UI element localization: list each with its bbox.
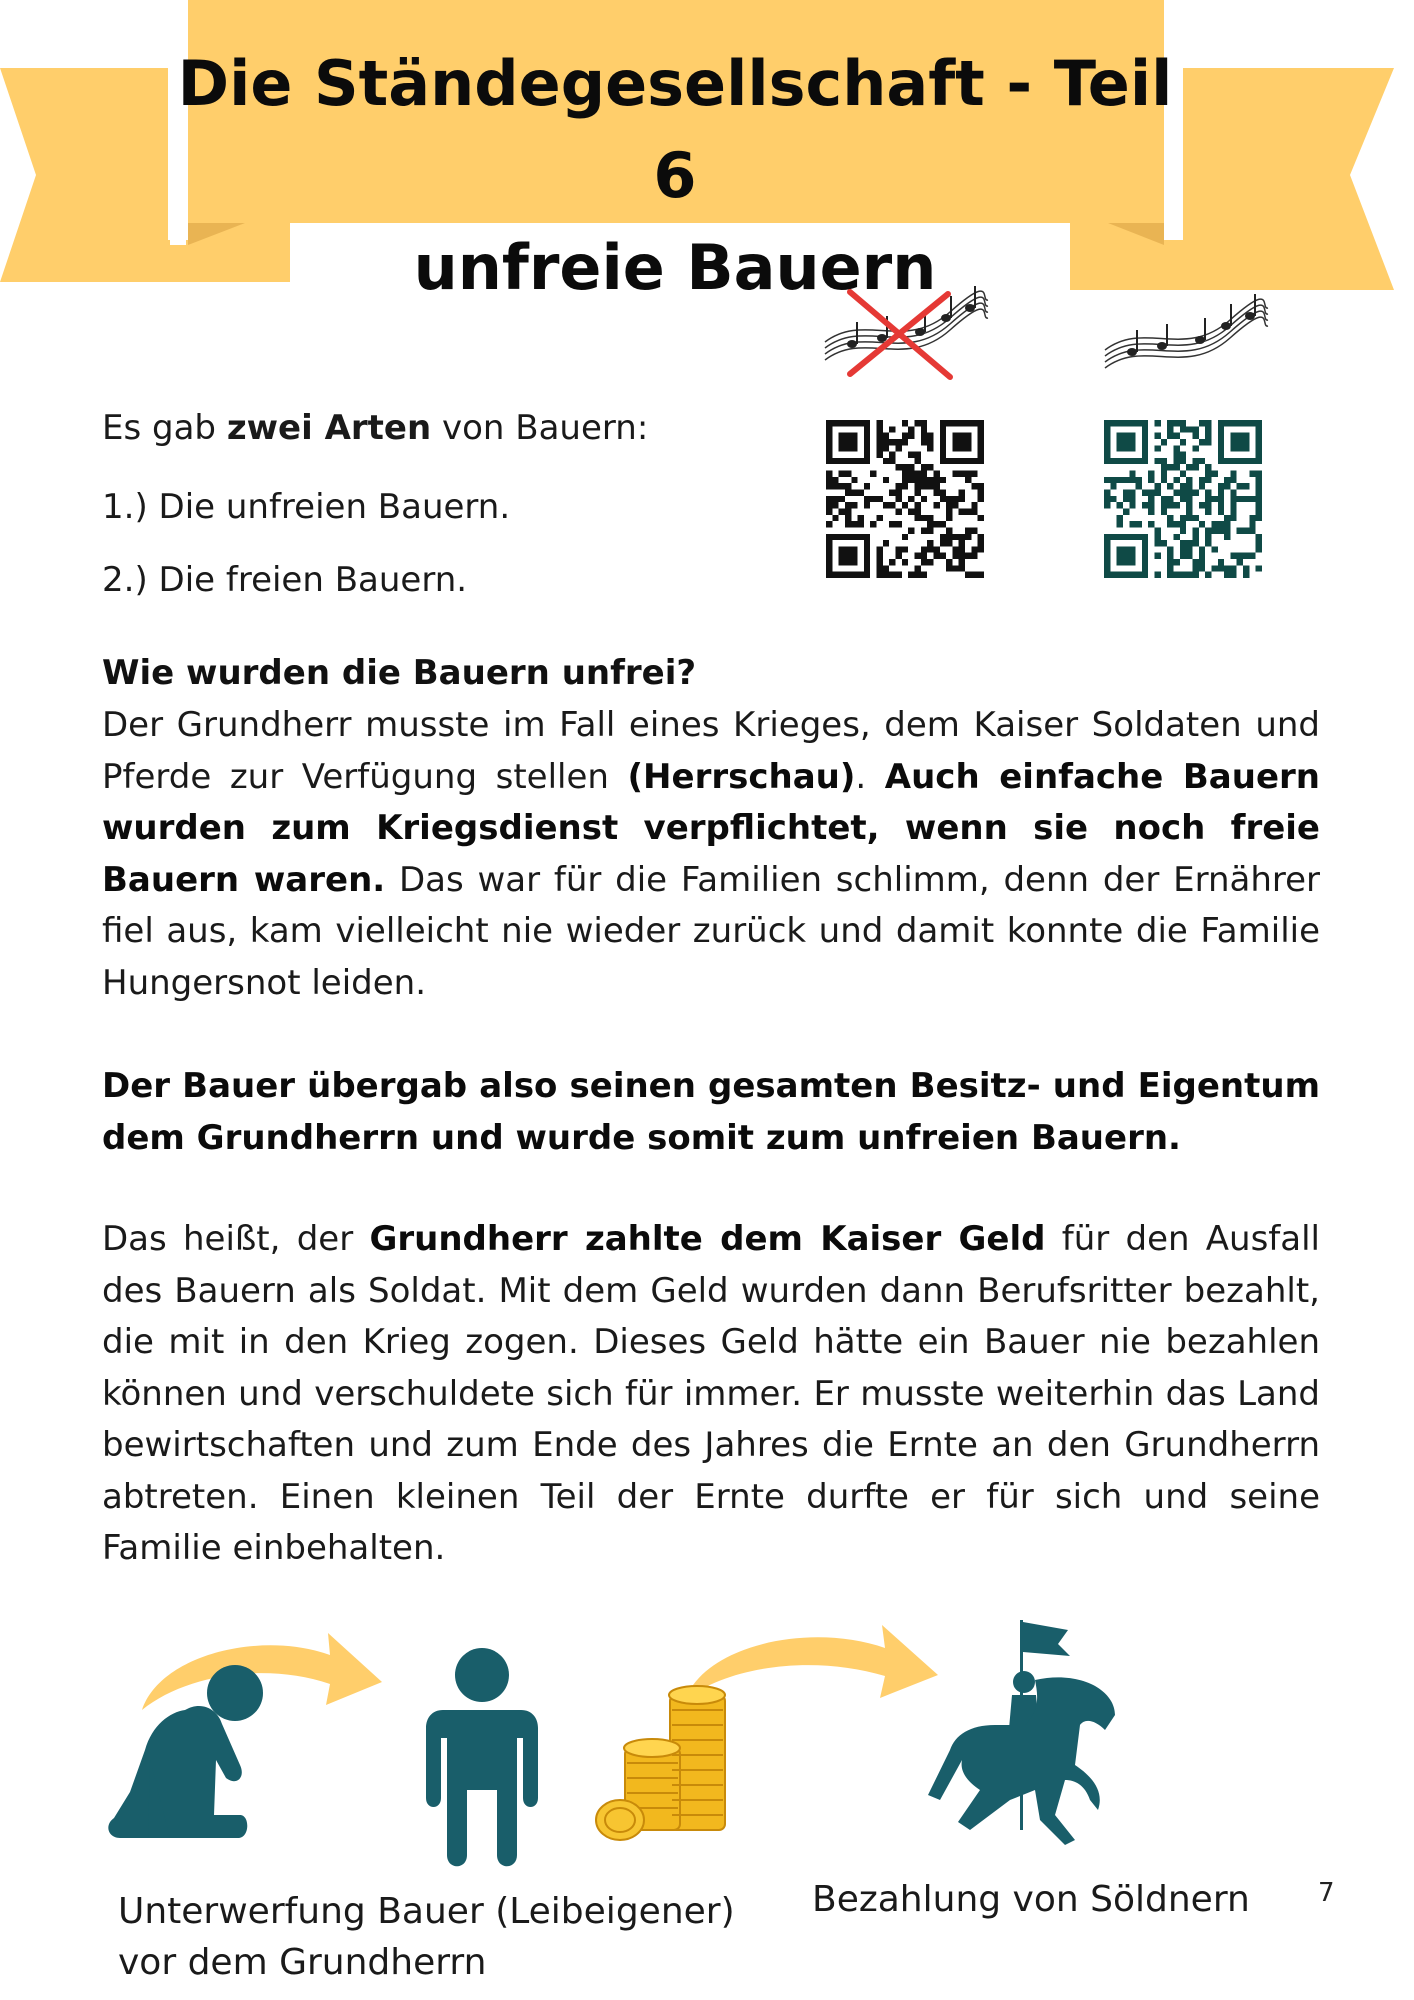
caption-line: Unterwerfung Bauer (Leibeigener) (118, 1891, 735, 1932)
intro-text-end: von Bauern: (431, 408, 649, 448)
qr-code-without-music[interactable] (826, 420, 984, 578)
text: Der Grundherr musste im Fall eines Krieges, dem Kaiser Soldaten und Pferde zur Verfügung stellen (102, 705, 1320, 797)
title-line-1: Die Ständegesellschaft - Teil 6 (177, 47, 1173, 212)
caption-line: vor dem Grundherrn (118, 1942, 487, 1983)
text: für den Ausfall des Bauern als Soldat. Mit dem Geld wurden dann Berufsritter bezahlt, die mit in den Krieg zogen. Dieses Geld hätte ein Bauer nie bezahlen können und verschuldete sich für immer. Er musste weiterhin das Land bewirtschaften und zum Ende des Jahres die Ernte an den Grundherrn abtreten. Einen kleinen Teil der Ernte durfte er für sich und seine Familie einbehalten. (102, 1219, 1320, 1568)
text: Das war für die Familien schlimm, denn der Ernährer fiel aus, kam vielleicht nie wieder zurück und damit konnte die Familie Hungersnot leiden. (102, 859, 1321, 1003)
intro-bold: zwei Arten (226, 408, 432, 448)
list-item-unfree: 1.) Die unfreien Bauern. (102, 487, 511, 527)
list-item-free: 2.) Die freien Bauern. (102, 560, 468, 600)
title-line-2: unfreie Bauern (413, 231, 937, 304)
caption-submission (118, 1886, 735, 1988)
text: . (855, 756, 885, 797)
bold-text: (Herrschau) (627, 756, 856, 797)
music-notes-icon (1100, 290, 1270, 390)
paragraph-summary (102, 1061, 1320, 1164)
page-number: 7 (1318, 1878, 1335, 1908)
intro-text: Es gab (102, 408, 227, 448)
paragraph-payment (102, 1214, 1320, 1575)
gold-coins-icon (596, 1686, 725, 1840)
curved-arrow-icon (685, 1625, 938, 1700)
page-title (175, 38, 1175, 314)
bold-text: Der Bauer übergab also seinen gesamten Besitz- und Eigentum dem Grundherrn und wurde somit zum unfreien Bauern. (102, 1066, 1320, 1158)
qr-code-with-music[interactable] (1104, 420, 1262, 578)
text: Das heißt, der (102, 1219, 370, 1259)
intro-line (102, 408, 648, 448)
illustration-row (90, 1600, 1170, 1870)
knight-on-horse-icon (928, 1620, 1115, 1845)
section-heading: Wie wurden die Bauern unfrei? (102, 653, 697, 693)
paragraph-unfree-reason (102, 700, 1320, 1009)
standing-person-icon (426, 1648, 538, 1866)
kneeling-person-icon (108, 1665, 263, 1838)
music-notes-crossed-icon (820, 282, 990, 382)
bold-text: Auch einfache Bauern wurden zum Kriegsdienst verpflichtet, wenn sie noch freie Bauern waren. (102, 756, 1320, 900)
bold-text: Grundherr zahlte dem Kaiser Geld (369, 1219, 1046, 1259)
caption-mercenaries: Bezahlung von Söldnern (812, 1879, 1250, 1920)
